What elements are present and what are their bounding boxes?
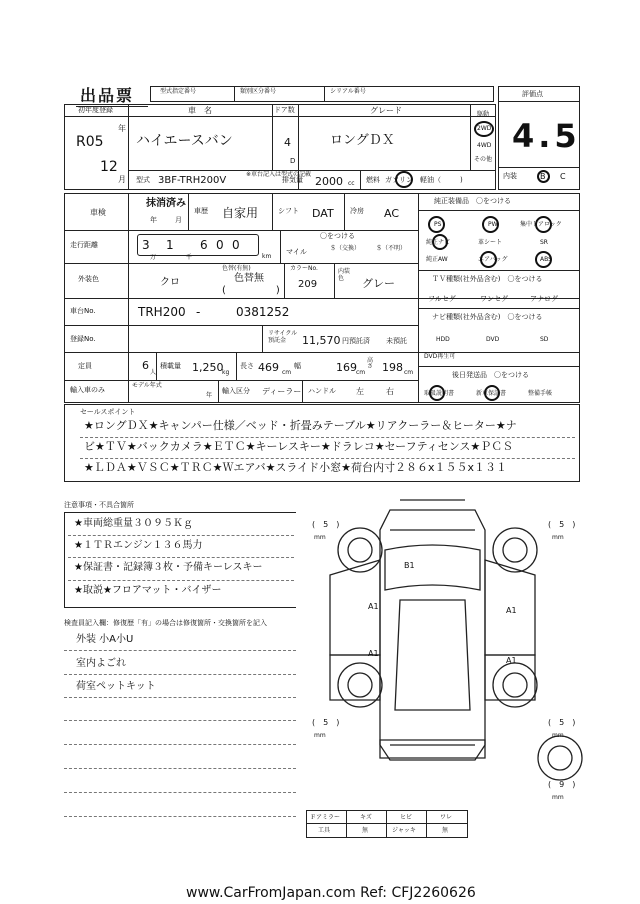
model-spec-label: 型式指定番号 <box>160 88 197 95</box>
car-damage-diagram <box>300 490 590 790</box>
sales-line-2: ビ★ＴＶ★バックカメラ★ＥＴＣ★キーレスキー★ドラレコ★セーフティセンス★ＰＣＳ <box>84 440 514 453</box>
code-header-box <box>150 86 494 102</box>
model-code: 3BF-TRH200V <box>158 175 227 186</box>
interior-label: 内装 <box>503 172 517 180</box>
grade-value: 4.5 <box>512 117 581 155</box>
fuel-circle <box>395 171 413 188</box>
import-type: ディーラー <box>262 387 302 396</box>
sales-line-1: ★ロングＤＸ★キャンパー仕様／ベッド・折畳みテーブル★リアクーラー＆ヒーター★ナ <box>84 419 517 432</box>
width: 169 <box>336 361 357 374</box>
interior-b: B <box>540 172 546 181</box>
length: 469 <box>258 361 279 374</box>
doors-value: 4 <box>284 136 291 149</box>
inspection-value: 抹消済み <box>146 198 186 209</box>
interior-color: グレー <box>362 277 395 290</box>
grade-label: 評価点 <box>522 90 543 98</box>
first-reg-year: R05 <box>76 134 104 150</box>
car-name: ハイエースバン <box>136 133 233 149</box>
recycle-fee: 11,570 <box>302 334 341 347</box>
capacity: 6 <box>142 359 149 372</box>
history-value: 自家用 <box>222 206 259 220</box>
page-title: 出品票 <box>80 86 135 105</box>
ac-value: AC <box>384 207 400 220</box>
first-reg-label: 初年度登録 <box>78 106 113 114</box>
chassis-number: 0381252 <box>236 305 290 319</box>
footer-ref: www.CarFromJapan.com Ref: CFJ2260626 <box>186 885 476 901</box>
chassis-prefix: TRH200 <box>138 305 186 319</box>
shift-value: DAT <box>312 207 334 220</box>
first-reg-month: 12 <box>100 159 118 175</box>
class-label: 類別区分番号 <box>240 88 277 95</box>
car-name-label: 車 名 <box>188 106 212 115</box>
fuel-options: ガソリン 軽油（ <box>385 176 441 184</box>
serial-label: シリアル番号 <box>330 88 366 95</box>
color-value: クロ <box>160 277 180 288</box>
load-capacity: 1,250 <box>192 361 224 374</box>
interior-c: C <box>560 172 566 181</box>
grade-name: ロングＤＸ <box>330 133 395 148</box>
sales-line-3: ★ＬＤＡ★ＶＳＣ★ＴＲＣ★Ｗエアバ★スライド小窓★荷台内寸２８６x１５５x１３１ <box>84 461 507 474</box>
color-code: 209 <box>298 279 318 290</box>
displacement: 2000 <box>315 175 343 188</box>
height: 198 <box>382 361 403 374</box>
color-change: 色替無 <box>234 273 264 284</box>
